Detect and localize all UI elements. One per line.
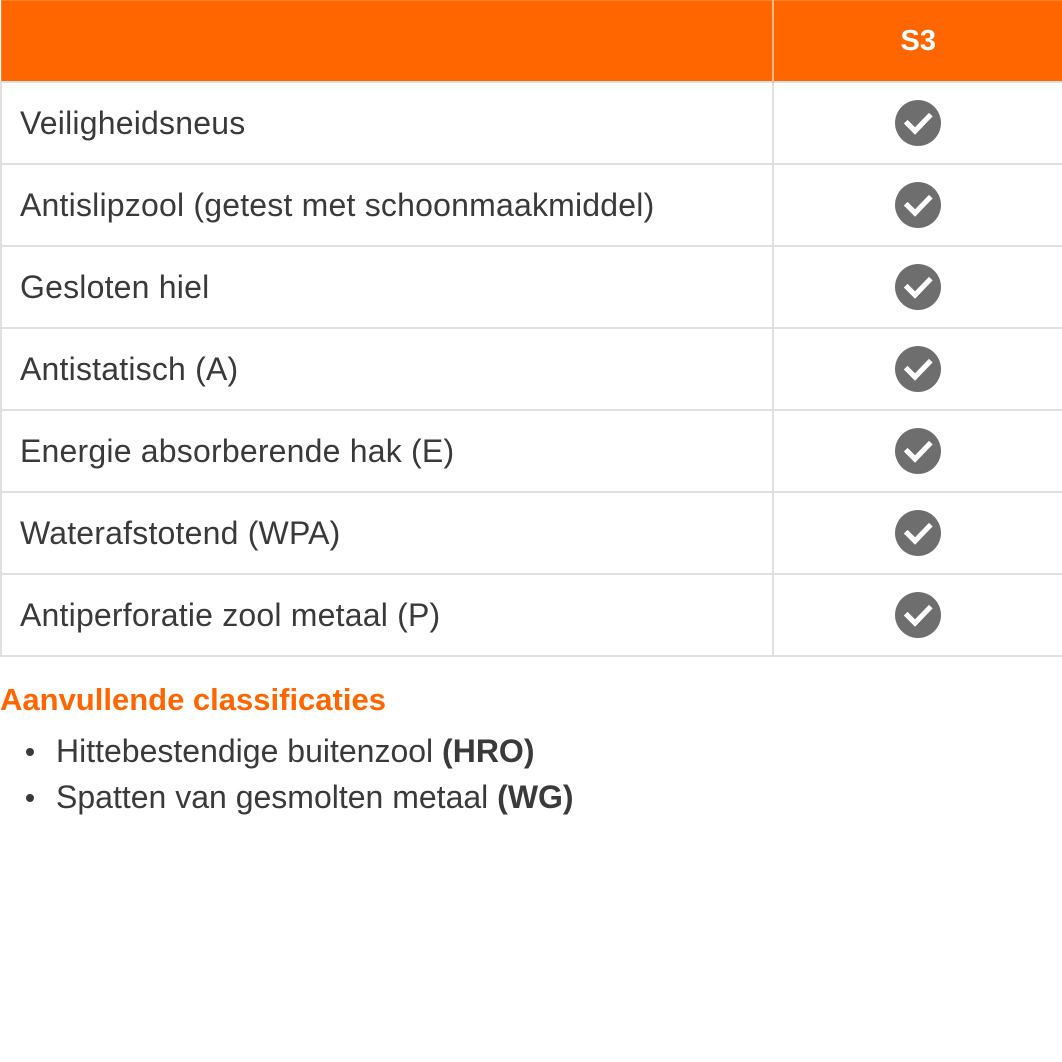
additional-classifications [0, 680, 1062, 820]
list-item [56, 728, 1062, 774]
feature-label: Antiperforatie zool metaal (P) [1, 574, 773, 656]
header-feature-cell [1, 1, 773, 83]
status-cell [773, 82, 1062, 164]
check-icon [895, 346, 941, 392]
feature-label: Veiligheidsneus [1, 82, 773, 164]
table-row [1, 410, 1062, 492]
feature-label: Energie absorberende hak (E) [1, 410, 773, 492]
feature-label: Gesloten hiel [1, 246, 773, 328]
additional-list [0, 728, 1062, 820]
status-cell [773, 492, 1062, 574]
table-row [1, 164, 1062, 246]
feature-label: Waterafstotend (WPA) [1, 492, 773, 574]
check-icon [895, 510, 941, 556]
list-item-text: Spatten van gesmolten metaal [56, 779, 498, 815]
status-cell [773, 574, 1062, 656]
table-header-row [1, 1, 1062, 83]
table-row [1, 328, 1062, 410]
check-icon [895, 100, 941, 146]
bullet-icon [26, 748, 34, 756]
status-cell [773, 246, 1062, 328]
status-cell [773, 410, 1062, 492]
table-row [1, 82, 1062, 164]
table-row [1, 492, 1062, 574]
check-icon [895, 428, 941, 474]
bullet-icon [26, 794, 34, 802]
list-item-code: (WG) [497, 779, 574, 815]
header-s3-cell: S3 [773, 1, 1062, 83]
list-item-code: (HRO) [442, 733, 535, 769]
status-cell [773, 328, 1062, 410]
check-icon [895, 264, 941, 310]
list-item-text: Hittebestendige buitenzool [56, 733, 443, 769]
check-icon [895, 182, 941, 228]
check-icon [895, 592, 941, 638]
additional-title: Aanvullende classificaties [0, 682, 386, 717]
feature-label: Antistatisch (A) [1, 328, 773, 410]
table-row [1, 574, 1062, 656]
table-row [1, 246, 1062, 328]
feature-label: Antislipzool (getest met schoonmaakmiddel) [1, 164, 773, 246]
list-item [56, 774, 1062, 820]
status-cell [773, 164, 1062, 246]
